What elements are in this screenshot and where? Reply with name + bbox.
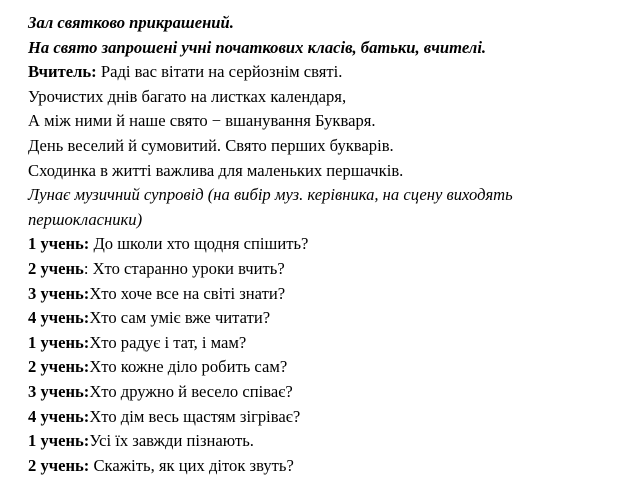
guests-heading: На свято запрошені учні початкових класів, батьки, вчителі. [28, 37, 487, 57]
teacher-line-5: Сходинка в житті важлива для маленьких першачків. [28, 160, 404, 180]
speaker-text: Хто сам уміє вже читати? [89, 308, 271, 328]
speaker-label: 2 учень: [28, 357, 90, 377]
speaker-text: Хто кожне діло робить сам? [89, 357, 288, 377]
speaker-label: 1 учень: [28, 332, 90, 352]
speaker-text: Хто дружно й весело співає? [89, 381, 293, 401]
speaker-text: Хто хоче все на світі знати? [89, 283, 286, 303]
speaker-label: 4 учень: [28, 308, 90, 328]
dialogue-line [28, 282, 618, 307]
document-page [28, 11, 618, 478]
dialogue [28, 232, 618, 478]
speaker-label: 4 учень: [28, 406, 90, 426]
dialogue-line [28, 331, 618, 356]
dialogue-line [28, 306, 618, 331]
dialogue-line [28, 429, 618, 454]
teacher-text: Раді вас вітати на серйознім святі. [96, 62, 343, 82]
speaker-label: 2 учень [28, 258, 84, 278]
teacher-line-2: Урочистих днів багато на листках календаря, [28, 86, 347, 106]
teacher-line-3: А між ними й наше свято − вшанування Букваря. [28, 111, 376, 131]
teacher-line-4: День веселий й сумовитий. Свято перших букварів. [28, 135, 394, 155]
dialogue-line [28, 232, 618, 257]
speaker-label: 3 учень: [28, 381, 90, 401]
dialogue-line [28, 355, 618, 380]
speaker-label: 1 учень: [28, 234, 90, 254]
speaker-text: Хто радує і тат, і мам? [89, 332, 247, 352]
speaker-label: 3 учень: [28, 283, 90, 303]
teacher-speaker: Вчитель: [28, 62, 97, 82]
speaker-text: : Хто старанно уроки вчить? [83, 258, 285, 278]
speaker-text: До школи хто щодня спішить? [89, 234, 309, 254]
dialogue-line [28, 454, 618, 478]
speaker-text: Скажіть, як цих діток звуть? [89, 455, 294, 475]
speaker-label: 1 учень: [28, 431, 90, 451]
dialogue-line [28, 257, 618, 282]
speaker-label: 2 учень: [28, 455, 90, 475]
teacher-line-1 [28, 60, 618, 85]
stage-direction: Лунає музичний супровід (на вибір муз. керівника, на сцену виходять першокласники) [28, 185, 513, 229]
dialogue-line [28, 380, 618, 405]
dialogue-line [28, 405, 618, 430]
speaker-text: Усі їх завжди пізнають. [89, 431, 254, 451]
speaker-text: Хто дім весь щастям зігріває? [89, 406, 301, 426]
scene-heading: Зал святково прикрашений. [28, 13, 234, 32]
